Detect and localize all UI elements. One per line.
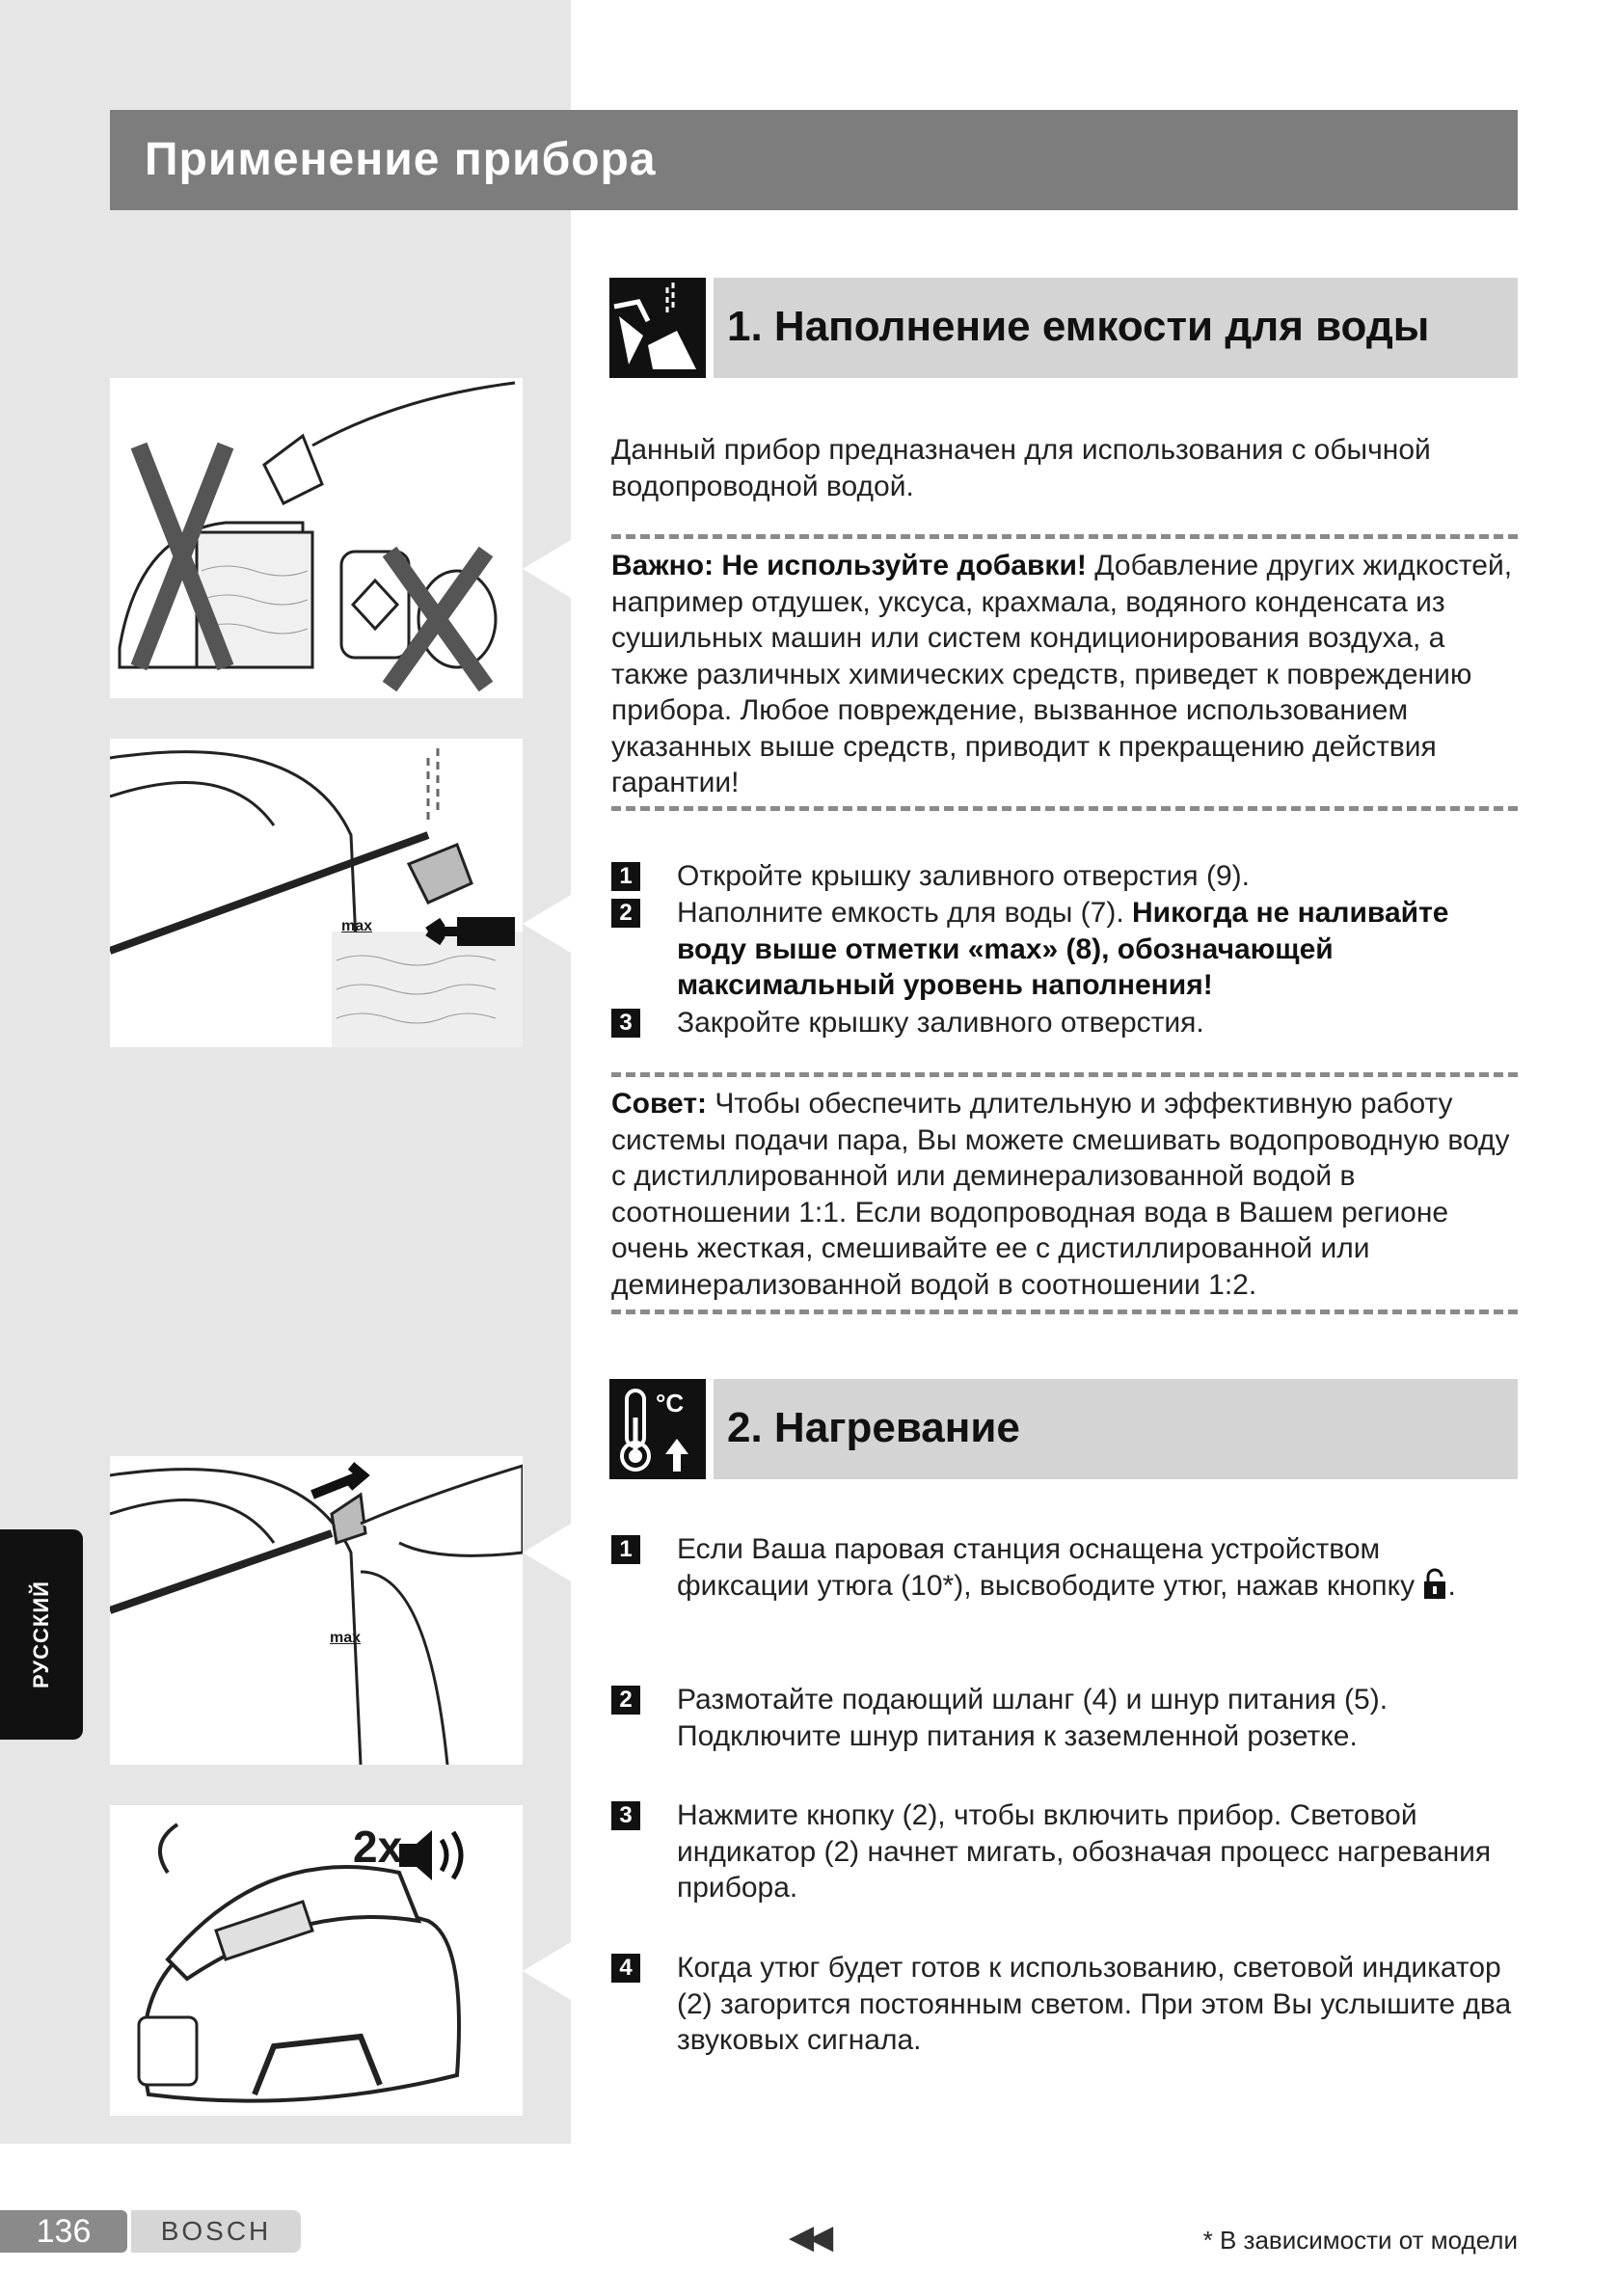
callout-pointer <box>523 1524 571 1581</box>
step-number: 2 <box>611 1686 640 1715</box>
step-number: 3 <box>611 1009 640 1038</box>
step-number: 1 <box>611 862 640 891</box>
page-title: Применение прибора <box>145 134 657 185</box>
step-text-regular: Если Ваша паровая станция оснащена устройством фиксации утюга (10*), высвободите утюг, нажав кнопку <box>677 1533 1416 1602</box>
dashed-divider <box>611 534 1518 539</box>
section2-header <box>609 1379 1518 1479</box>
step-text: Нажмите кнопку (2), чтобы включить прибор. Световой индикатор (2) начнет мигать, обозначая процесс нагревания прибора. <box>677 1799 1492 1904</box>
step-text: Откройте крышку заливного отверстия (9). <box>677 860 1250 892</box>
language-label: РУССКИЙ <box>29 1580 53 1688</box>
page-title-bar <box>110 110 1518 210</box>
dashed-divider <box>611 1072 1518 1077</box>
section1-step-3 <box>611 1005 1518 1043</box>
step-text: Закройте крышку заливного отверстия. <box>677 1007 1204 1039</box>
step-text: Когда утюг будет готов к использованию, световой индикатор (2) загорится постоянным светом. При этом Вы услышите два звуковых сигнала. <box>677 1952 1512 2056</box>
section1-header <box>609 278 1518 378</box>
section2-step-2 <box>611 1682 1518 1759</box>
section1-title: 1. Наполнение емкости для воды <box>727 303 1430 350</box>
section1-intro: Данный прибор предназначен для использования с обычной водопроводной водой. <box>611 434 1431 502</box>
tip-text: Чтобы обеспечить длительную и эффективную работу системы подачи пара, Вы можете смешивать водопроводную воду с дистиллированной или деминерализованной водой в соотношении 1:1. Если водопроводная вода в Вашем регионе очень жесткая, смешивайте ее с дистиллированной или деминерализованной водой в соотношении 1:2. <box>611 1088 1510 1301</box>
page-number: 136 <box>0 2210 127 2253</box>
section2-step-3 <box>611 1797 1518 1913</box>
illustration-release-iron <box>110 1456 523 1765</box>
step-text: Размотайте подающий шланг (4) и шнур питания (5). Подключите шнур питания к заземленной розетке. <box>677 1684 1389 1752</box>
dashed-divider <box>611 1310 1518 1314</box>
max-label: max <box>330 1630 362 1646</box>
language-tab <box>0 1529 83 1740</box>
section2-title-box <box>714 1379 1518 1479</box>
step-text-regular: Наполните емкость для воды (7). <box>677 897 1132 929</box>
step-text <box>677 895 1518 1004</box>
brand-label: BOSCH <box>131 2210 301 2253</box>
section2-title: 2. Нагревание <box>727 1404 1020 1451</box>
warning-bold: Важно: Не используйте добавки! <box>611 550 1087 581</box>
callout-pointer <box>523 1942 571 2000</box>
step-text-bold: Никогда не наливайте воду выше отметки «max» (8), обозначающей максимальный уровень наполнения! <box>677 897 1449 1001</box>
illustration-fill-tank <box>110 739 523 1047</box>
previous-page-icon[interactable]: ◀◀ <box>789 2219 828 2255</box>
warning-text: Добавление других жидкостей, например отдушек, уксуса, крахмала, водяного конденсата из сушильных машин или систем кондиционирования воздуха, а также различных химических средств, приведет к повреждению прибора. Любое повреждение, вызванное использованием указанных выше средств, приводит к прекращению действия гарантии! <box>611 550 1513 798</box>
step-text-suffix: . <box>1447 1569 1456 1602</box>
max-label: max <box>341 918 373 934</box>
step-number: 4 <box>611 1954 640 1983</box>
section1-step-2 <box>611 895 1518 1011</box>
step-number: 3 <box>611 1801 640 1830</box>
section1-step-1 <box>611 858 1518 897</box>
warning-paragraph <box>611 548 1518 801</box>
unlock-icon <box>1422 1568 1447 1610</box>
section1-title-box <box>714 278 1518 378</box>
tip-bold: Совет: <box>611 1088 708 1120</box>
water-filling-icon <box>609 278 706 378</box>
beep-count-label: 2x <box>353 1822 403 1872</box>
dashed-divider <box>611 806 1518 811</box>
illustration-no-additives <box>110 378 523 698</box>
section2-step-4 <box>611 1950 1518 2066</box>
step-text <box>677 1531 1518 1609</box>
step-number: 1 <box>611 1535 640 1564</box>
callout-pointer <box>523 540 571 598</box>
icon-unit-label: °C <box>656 1389 685 1418</box>
thermometer-icon <box>609 1379 706 1479</box>
callout-pointer <box>523 895 571 953</box>
footnote: * В зависимости от модели <box>1202 2226 1518 2255</box>
section2-step-1 <box>611 1531 1518 1647</box>
illustration-steam-station <box>110 1805 523 2116</box>
step-number: 2 <box>611 899 640 928</box>
tip-paragraph <box>611 1086 1518 1303</box>
